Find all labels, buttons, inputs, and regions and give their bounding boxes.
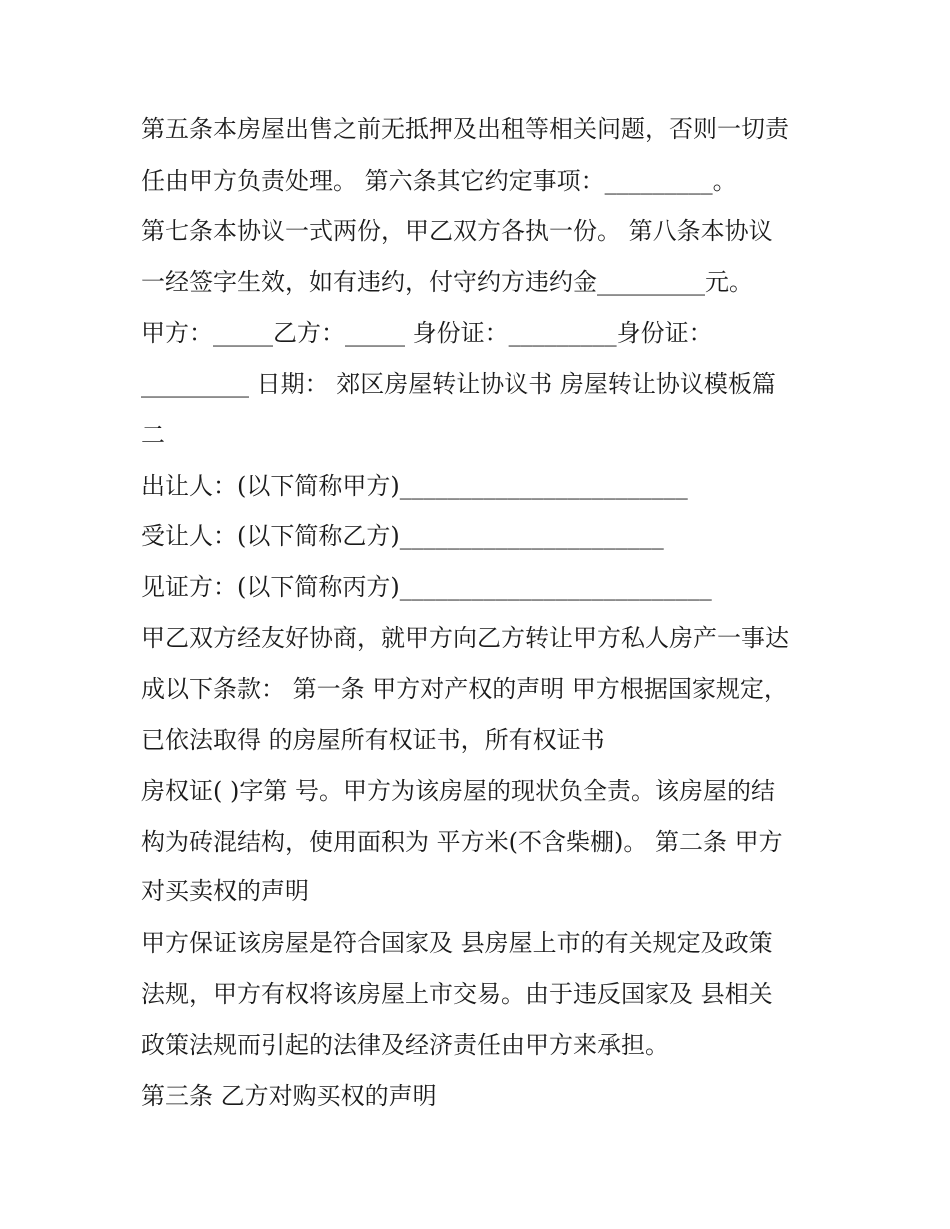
text-line-14: 房权证( )字第 号。甲方为该房屋的现状负全责。该房屋的结 xyxy=(141,777,775,805)
text-line-20: 第三条 乙方对购买权的声明 xyxy=(141,1082,437,1110)
text-line-16: 对买卖权的声明 xyxy=(141,877,309,905)
text-line-1: 第五条本房屋出售之前无抵押及出租等相关问题，否则一切责 xyxy=(141,115,789,143)
text-line-2: 任由甲方负责处理。 第六条其它约定事项：_________。 xyxy=(141,167,737,195)
text-line-11: 甲乙双方经友好协商，就甲方向乙方转让甲方私人房产一事达 xyxy=(141,624,789,652)
text-line-17: 甲方保证该房屋是符合国家及 县房屋上市的有关规定及政策 xyxy=(141,929,773,957)
text-line-5: 甲方：_____乙方：_____ 身份证：_________身份证： xyxy=(141,319,713,347)
text-line-18: 法规，甲方有权将该房屋上市交易。由于违反国家及 县相关 xyxy=(141,980,773,1008)
text-line-12: 成以下条款： 第一条 甲方对产权的声明 甲方根据国家规定， xyxy=(141,675,788,703)
text-line-3: 第七条本协议一式两份，甲乙双方各执一份。 第八条本协议 xyxy=(141,217,773,245)
text-line-9: 受让人：(以下简称乙方)______________________ xyxy=(141,522,664,550)
text-line-15: 构为砖混结构，使用面积为 平方米(不含柴棚)。 第二条 甲方 xyxy=(141,828,783,856)
text-line-10: 见证方：(以下简称丙方)__________________________ xyxy=(141,573,712,601)
text-line-4: 一经签字生效，如有违约，付守约方违约金_________元。 xyxy=(141,268,753,296)
text-line-6: _________ 日期： 郊区房屋转让协议书 房屋转让协议模板篇 xyxy=(141,370,776,398)
text-line-19: 政策法规而引起的法律及经济责任由甲方来承担。 xyxy=(141,1031,669,1059)
text-line-7: 二 xyxy=(141,421,165,449)
text-line-13: 已依法取得 的房屋所有权证书，所有权证书 xyxy=(141,726,605,754)
text-line-8: 出让人：(以下简称甲方)________________________ xyxy=(141,472,688,500)
